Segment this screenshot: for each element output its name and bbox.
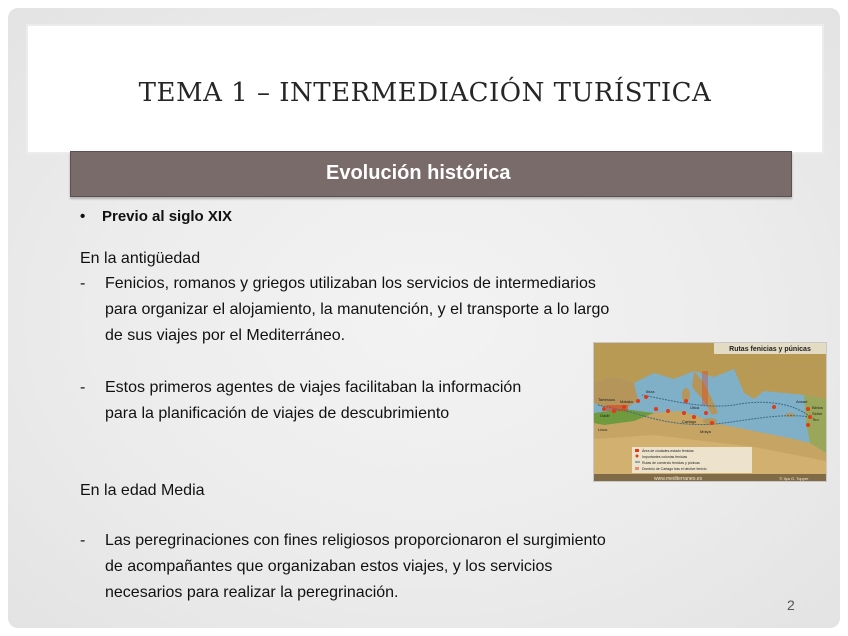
place-label: Sidón [812, 411, 823, 416]
legend-item: Área de ciudades-estado fenicias [642, 449, 694, 453]
list-item-text: Las peregrinaciones con fines religiosos proporcionaron el surgimiento de acompañantes que organizaban estos viajes, y los servicios necesarios para realizar la peregrinación. [105, 532, 606, 601]
place-label: Motya [700, 429, 711, 434]
list-item [80, 528, 620, 606]
slide [8, 8, 840, 628]
place-label: Malaka [620, 399, 633, 404]
map-copyright: © Ilya G. Topper [779, 476, 809, 481]
place-label: Tartessos [598, 397, 616, 402]
legend-item: Rutas de comercio fenicias y púnicas [642, 461, 700, 465]
place-label: Cartago [682, 419, 697, 424]
mediterranean-map [594, 343, 826, 481]
bullet-previo [80, 208, 232, 225]
dash-marker: - [80, 532, 86, 549]
carthage-domain-area [606, 405, 628, 411]
list-item-text: Estos primeros agentes de viajes facilitaban la información para la planificación de viajes de descubrimiento [105, 379, 522, 422]
list-item [80, 271, 620, 349]
list-item-text: Fenicios, romanos y griegos utilizaban los servicios de intermediarios para organizar el alojamiento, la manutención, y el transporte a lo largo de sus viajes por el Mediterráneo. [105, 275, 610, 344]
page-number: 2 [787, 597, 795, 613]
slide-title: TEMA 1 – INTERMEDIACIÓN TURÍSTICA [138, 78, 712, 108]
place-label: Útica [690, 405, 700, 410]
bullet-dot-icon: • [80, 208, 86, 225]
heading-edad-media: En la edad Media [80, 482, 205, 499]
title-box [26, 24, 824, 154]
legend-item: Dominio de Cartago tras el declive fenicio [642, 467, 707, 471]
place-label: Biblos [812, 405, 823, 410]
legend-swatch [635, 449, 639, 452]
list-item [80, 375, 530, 427]
dash-marker: - [80, 275, 86, 292]
place-label: Tiro [812, 417, 819, 422]
place-label: Arwad [796, 399, 808, 404]
map-image [593, 342, 827, 482]
map-title: Rutas fenicias y púnicas [729, 346, 811, 353]
section-title: Evolución histórica [326, 162, 511, 184]
legend-item: Importantes colonias fenicias [642, 455, 688, 459]
section-header [70, 151, 792, 197]
place-label: Gadir [600, 413, 610, 418]
carthage-domain-area [702, 371, 708, 405]
legend-swatch [636, 455, 639, 458]
island-cyprus [785, 413, 795, 417]
dash-marker: - [80, 379, 86, 396]
island-sicily [703, 418, 717, 424]
place-label: Ibiza [646, 389, 655, 394]
heading-antiguedad: En la antigüedad [80, 250, 201, 267]
legend-swatch [635, 467, 639, 470]
bullet-text: Previo al siglo XIX [102, 208, 233, 225]
map-credit: www.mediterraneo.es [654, 476, 703, 481]
place-label: Lixus [598, 427, 608, 432]
